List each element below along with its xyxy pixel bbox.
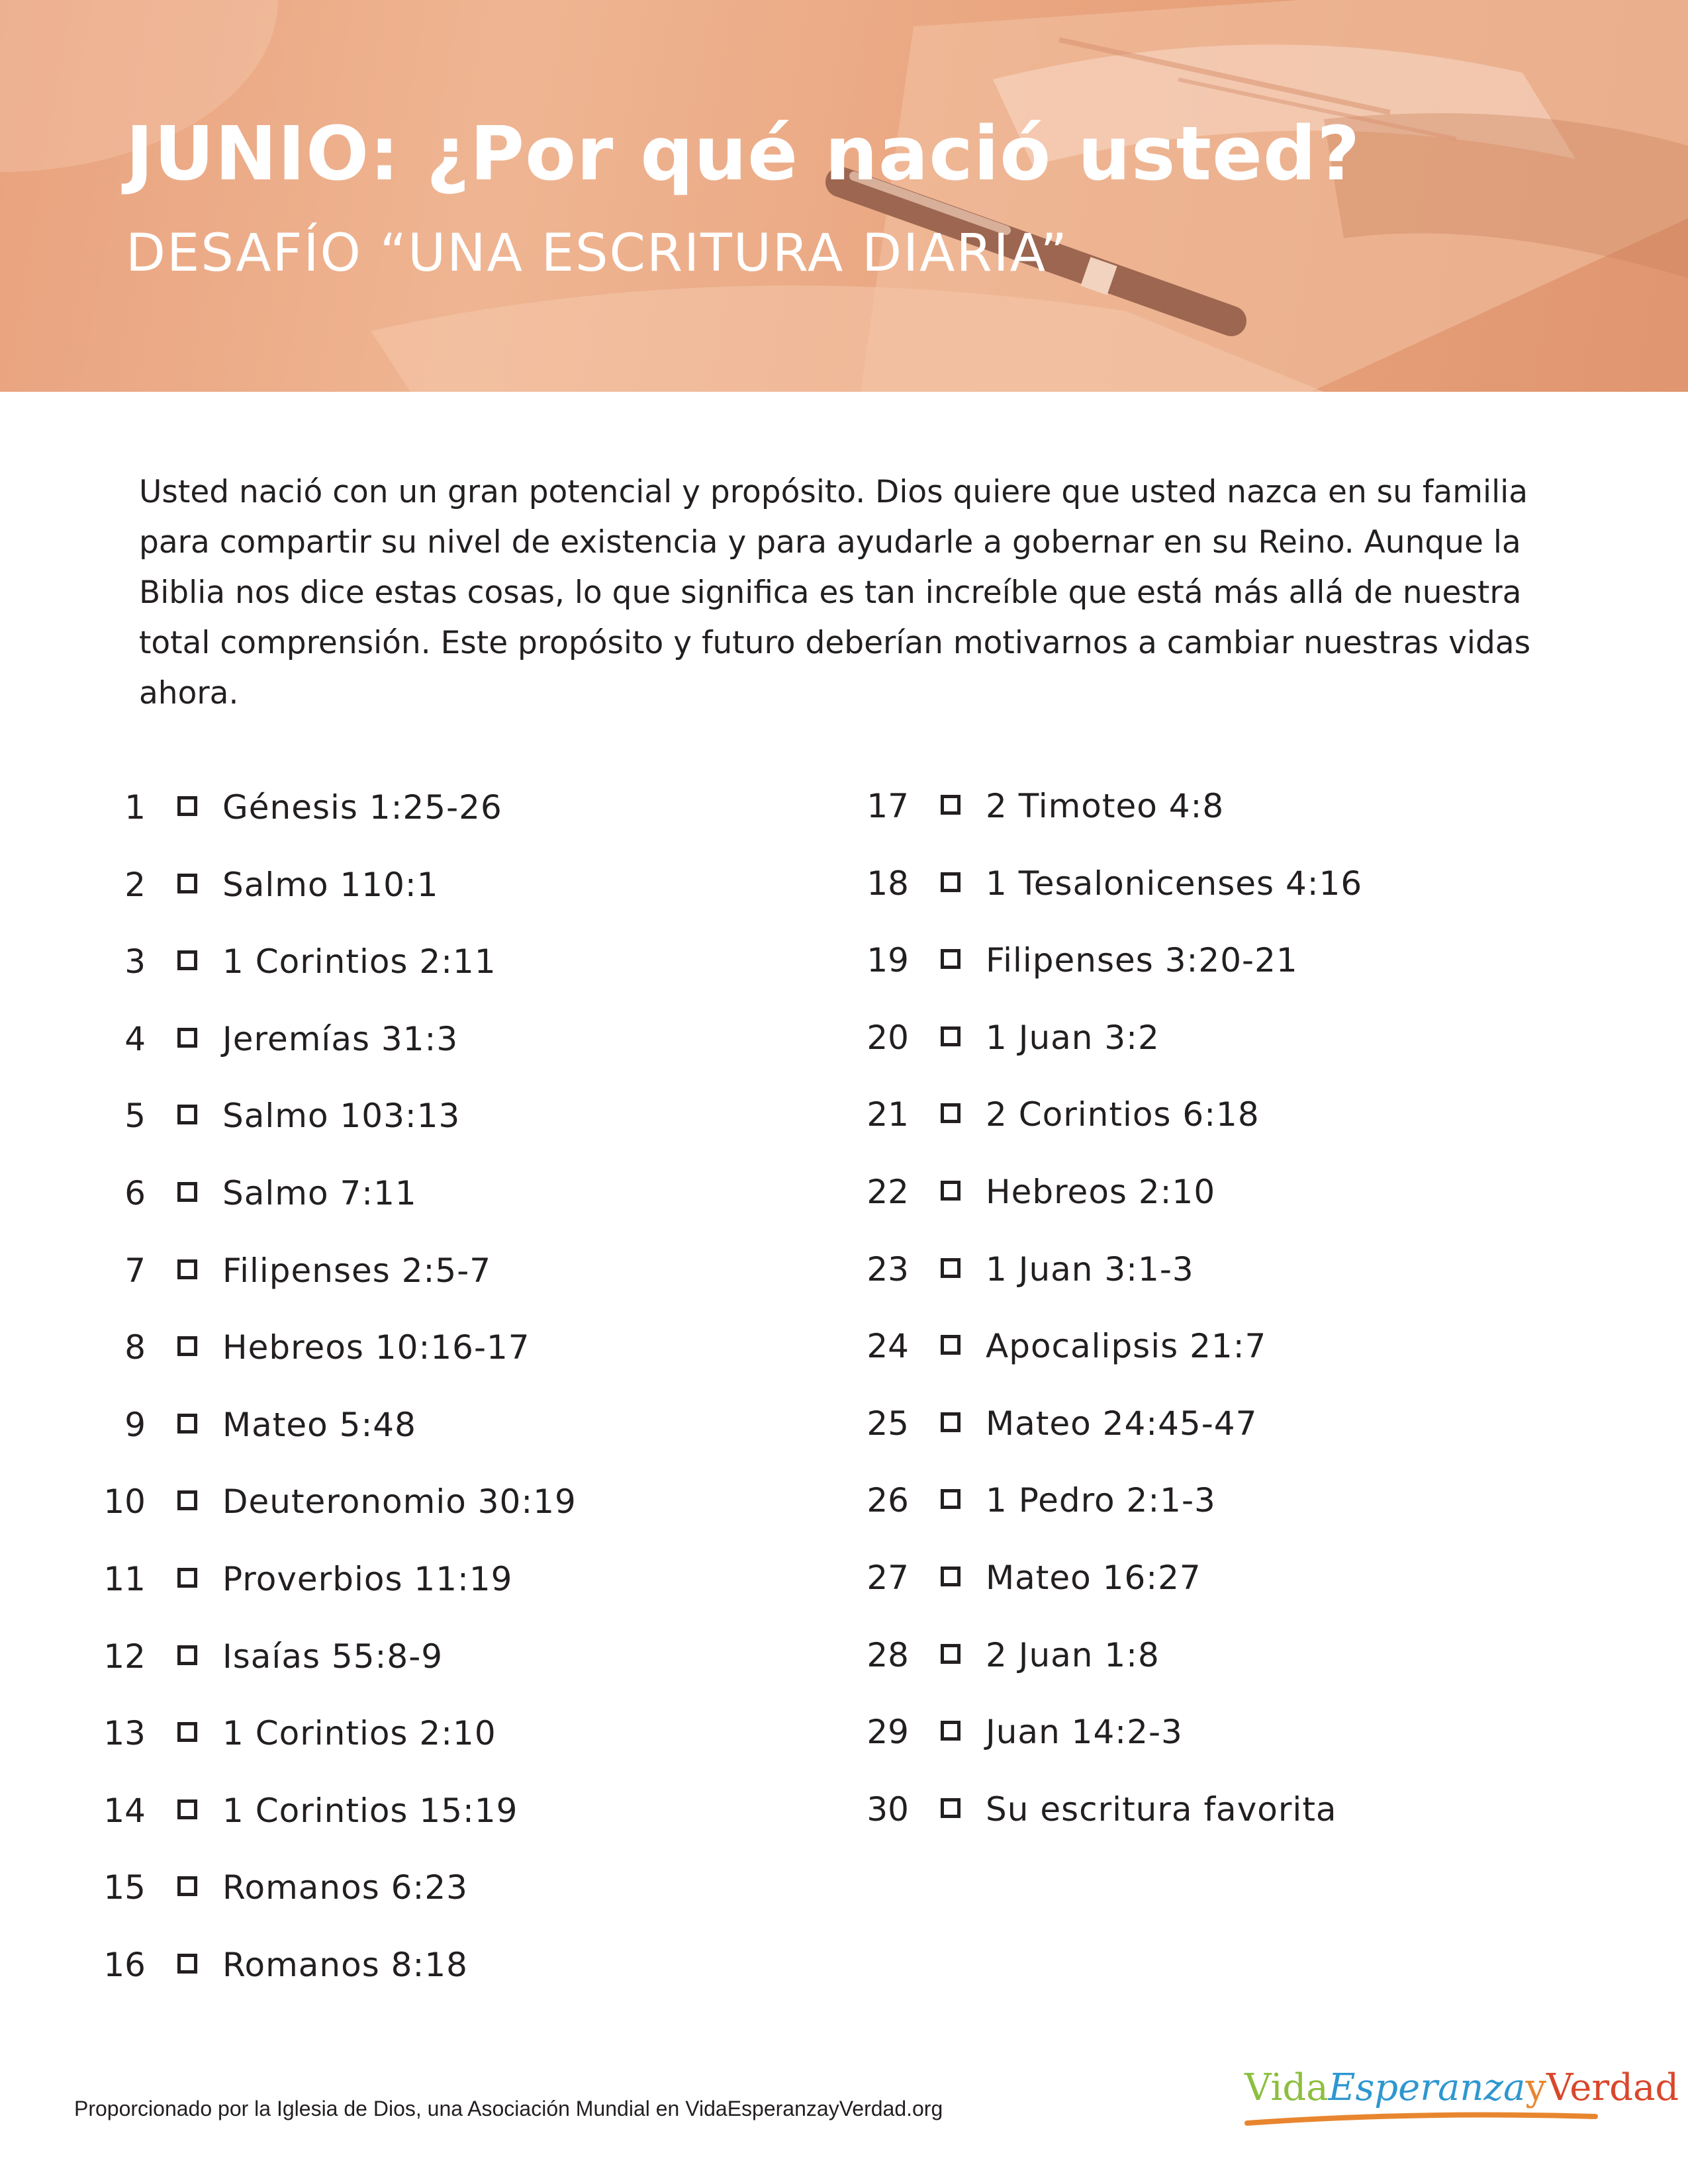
reading-item <box>849 1397 1511 1450</box>
reading-checkbox-icon[interactable] <box>177 1568 197 1588</box>
scripture-reference: 1 Corintios 2:11 <box>222 942 496 981</box>
reading-day-number: 23 <box>867 1250 909 1289</box>
reading-item <box>849 1783 1511 1836</box>
reading-day-number: 8 <box>124 1328 146 1367</box>
reading-checkbox-icon[interactable] <box>177 1105 197 1124</box>
reading-item <box>849 857 1511 910</box>
reading-item <box>849 1088 1511 1141</box>
scripture-reference: 1 Corintios 2:10 <box>222 1714 496 1753</box>
reading-day-number: 29 <box>867 1713 909 1752</box>
reading-day-number: 24 <box>867 1327 909 1366</box>
reading-checkbox-icon[interactable] <box>177 1876 197 1896</box>
scripture-reference: Proverbios 11:19 <box>222 1560 513 1598</box>
reading-checkbox-icon[interactable] <box>941 1103 961 1123</box>
scripture-reference: Isaías 55:8-9 <box>222 1637 444 1676</box>
scripture-reference: Jeremías 31:3 <box>222 1019 459 1058</box>
scripture-reference: Salmo 103:13 <box>222 1097 461 1136</box>
reading-checkbox-icon[interactable] <box>177 1490 197 1510</box>
reading-checkbox-icon[interactable] <box>941 1181 961 1201</box>
vida-esperanza-verdad-logo <box>1244 2058 1679 2138</box>
logo-esperanza: Esperanza <box>1328 2066 1526 2109</box>
reading-day-number: 26 <box>867 1481 909 1520</box>
reading-item <box>849 1165 1511 1218</box>
intro-paragraph: Usted nació con un gran potencial y propósito. Dios quiere que usted nazca en su familia para compartir su nivel de existencia y para ayudarle a gobernar en su Reino. Aunque la Biblia nos dice estas cosas, lo que significa es tan increíble que está más allá de nuestra total comprensión. Este propósito y futuro deberían motivarnos a cambiar nuestras vidas ahora. <box>139 474 1531 711</box>
reading-item <box>86 935 748 988</box>
scripture-reference: 2 Timoteo 4:8 <box>986 787 1225 825</box>
reading-item <box>849 1551 1511 1604</box>
reading-checkbox-icon[interactable] <box>941 1721 961 1741</box>
reading-item <box>86 1321 748 1374</box>
scripture-reference: Su escritura favorita <box>986 1790 1337 1829</box>
scripture-reference: Filipenses 3:20-21 <box>986 941 1298 980</box>
scripture-reference: Filipenses 2:5-7 <box>222 1251 492 1290</box>
reading-checkbox-icon[interactable] <box>941 1644 961 1664</box>
logo-y: y <box>1525 2066 1546 2109</box>
scripture-reference: Hebreos 10:16-17 <box>222 1328 530 1367</box>
reading-item <box>849 934 1511 987</box>
reading-item <box>849 780 1511 833</box>
page-subtitle: DESAFÍO “UNA ESCRITURA DIARIA” <box>126 224 1068 283</box>
reading-item <box>86 781 748 834</box>
reading-day-number: 30 <box>867 1790 909 1829</box>
reading-day-number: 12 <box>103 1637 146 1676</box>
scripture-reference: Romanos 6:23 <box>222 1868 468 1907</box>
reading-checkbox-icon[interactable] <box>941 872 961 892</box>
reading-checkbox-icon[interactable] <box>177 1259 197 1279</box>
reading-checkbox-icon[interactable] <box>177 950 197 970</box>
reading-checkbox-icon[interactable] <box>177 796 197 816</box>
reading-checkbox-icon[interactable] <box>177 1645 197 1665</box>
reading-item <box>86 1475 748 1528</box>
reading-day-number: 1 <box>124 788 146 827</box>
reading-day-number: 25 <box>867 1404 909 1443</box>
reading-checkbox-icon[interactable] <box>177 1182 197 1202</box>
reading-item <box>86 1244 748 1297</box>
scripture-reference: Hebreos 2:10 <box>986 1173 1216 1211</box>
reading-day-number: 19 <box>867 941 909 980</box>
scripture-reference: Génesis 1:25-26 <box>222 788 502 827</box>
reading-checkbox-icon[interactable] <box>941 949 961 969</box>
reading-checkbox-icon[interactable] <box>177 1414 197 1433</box>
scripture-reference: Salmo 7:11 <box>222 1174 417 1212</box>
footer-credit: Proporcionado por la Iglesia de Dios, una Asociación Mundial en VidaEsperanzayVerdad.org <box>74 2097 943 2120</box>
reading-item <box>86 1630 748 1683</box>
reading-item <box>86 1707 748 1760</box>
scripture-reference: Salmo 110:1 <box>222 865 439 904</box>
reading-day-number: 10 <box>103 1482 146 1522</box>
logo-wordmark <box>1244 2066 1679 2109</box>
reading-day-number: 9 <box>124 1405 146 1444</box>
logo-vida: Vida <box>1244 2066 1329 2109</box>
reading-checkbox-icon[interactable] <box>941 1567 961 1586</box>
reading-day-number: 27 <box>867 1559 909 1597</box>
reading-item <box>86 1784 748 1837</box>
reading-day-number: 16 <box>103 1946 146 1984</box>
reading-checkbox-icon[interactable] <box>941 1489 961 1509</box>
scripture-reference: 1 Juan 3:1-3 <box>986 1250 1194 1289</box>
reading-item <box>849 1474 1511 1527</box>
reading-day-number: 6 <box>124 1174 146 1212</box>
reading-item <box>849 1629 1511 1682</box>
reading-day-number: 11 <box>103 1560 146 1598</box>
logo-swoosh-icon <box>1244 2107 1602 2134</box>
logo-verdad: Verdad <box>1546 2066 1679 2109</box>
reading-day-number: 13 <box>103 1714 146 1753</box>
reading-day-number: 28 <box>867 1635 909 1674</box>
reading-day-number: 5 <box>124 1097 146 1136</box>
reading-item <box>86 1398 748 1451</box>
reading-item <box>86 858 748 911</box>
reading-item <box>86 1013 748 1066</box>
reading-item <box>849 1011 1511 1064</box>
reading-item <box>86 1089 748 1142</box>
scripture-reference: 2 Corintios 6:18 <box>986 1095 1260 1134</box>
reading-item <box>849 1320 1511 1373</box>
reading-checkbox-icon[interactable] <box>177 1722 197 1742</box>
scripture-reference: Romanos 8:18 <box>222 1946 468 1984</box>
scripture-reference: Apocalipsis 21:7 <box>986 1327 1267 1366</box>
reading-item <box>86 1553 748 1606</box>
reading-checkbox-icon[interactable] <box>941 1412 961 1432</box>
reading-checkbox-icon[interactable] <box>941 1335 961 1355</box>
reading-day-number: 18 <box>867 864 909 903</box>
reading-day-number: 3 <box>124 942 146 981</box>
reading-day-number: 20 <box>867 1018 909 1057</box>
reading-day-number: 14 <box>103 1791 146 1830</box>
reading-item <box>86 1167 748 1220</box>
scripture-reference: Mateo 24:45-47 <box>986 1404 1258 1443</box>
reading-checkbox-icon[interactable] <box>177 874 197 893</box>
reading-day-number: 2 <box>124 865 146 904</box>
reading-item <box>86 1861 748 1914</box>
reading-checkbox-icon[interactable] <box>941 1026 961 1046</box>
reading-item <box>849 1706 1511 1758</box>
page-title: JUNIO: ¿Por qué nació usted? <box>126 111 1361 197</box>
reading-checkbox-icon[interactable] <box>177 1799 197 1819</box>
reading-day-number: 22 <box>867 1173 909 1211</box>
reading-day-number: 21 <box>867 1095 909 1134</box>
reading-checkbox-icon[interactable] <box>941 1258 961 1278</box>
reading-day-number: 7 <box>124 1251 146 1290</box>
scripture-reference: 1 Corintios 15:19 <box>222 1791 518 1830</box>
reading-checkbox-icon[interactable] <box>177 1954 197 1974</box>
scripture-reference: 1 Juan 3:2 <box>986 1018 1160 1057</box>
scripture-reference: Mateo 16:27 <box>986 1559 1201 1597</box>
reading-day-number: 4 <box>124 1019 146 1058</box>
scripture-reference: 2 Juan 1:8 <box>986 1635 1160 1674</box>
scripture-reference: Mateo 5:48 <box>222 1405 416 1444</box>
scripture-reference: 1 Tesalonicenses 4:16 <box>986 864 1363 903</box>
scripture-reference: 1 Pedro 2:1-3 <box>986 1481 1216 1520</box>
reading-checkbox-icon[interactable] <box>177 1336 197 1356</box>
scripture-reference: Juan 14:2-3 <box>986 1713 1183 1752</box>
reading-checkbox-icon[interactable] <box>941 1798 961 1818</box>
reading-checkbox-icon[interactable] <box>177 1028 197 1048</box>
reading-item <box>86 1938 748 1991</box>
scripture-reference: Deuteronomio 30:19 <box>222 1482 577 1522</box>
reading-day-number: 17 <box>867 787 909 825</box>
reading-checkbox-icon[interactable] <box>941 795 961 815</box>
reading-item <box>849 1243 1511 1296</box>
reading-day-number: 15 <box>103 1868 146 1907</box>
